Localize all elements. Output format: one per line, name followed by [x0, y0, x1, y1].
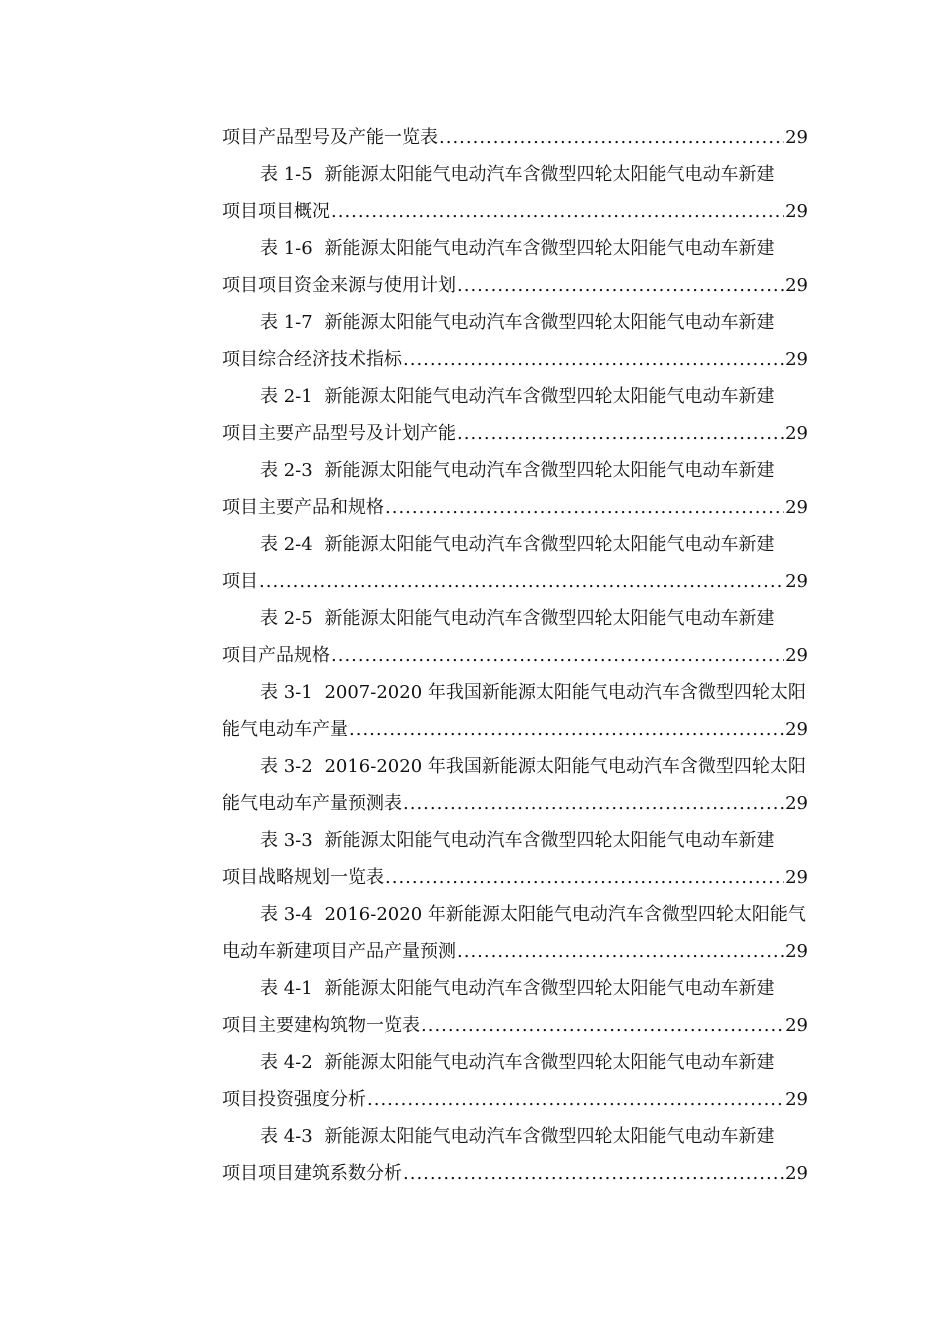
toc-entry-3-2[interactable]	[222, 748, 808, 785]
toc-entry-text: 项目产品规格	[222, 645, 330, 666]
toc-entry-text: 项目主要产品型号及计划产能	[222, 423, 456, 444]
toc-entry-4-1[interactable]	[222, 970, 808, 1007]
dot-leader	[421, 1007, 784, 1044]
toc-entry-text: 电动车新建项目产品产量预测	[222, 941, 456, 962]
toc-entry-text: 新能源太阳能气电动汽车含微型四轮太阳能气电动车新建	[324, 386, 775, 407]
toc-entry-1-5-cont[interactable]	[222, 193, 808, 230]
dot-leader	[403, 1155, 784, 1192]
toc-entry-2-3-cont[interactable]	[222, 489, 808, 526]
toc-page-number: 29	[785, 571, 808, 592]
toc-table-label: 表 3-4	[260, 904, 313, 925]
toc-entry-text: 新能源太阳能气电动汽车含微型四轮太阳能气电动车新建	[324, 460, 775, 481]
toc-page-number: 29	[785, 423, 808, 444]
toc-entry-3-1[interactable]	[222, 674, 808, 711]
toc-entry-1-7-cont[interactable]	[222, 341, 808, 378]
dot-leader	[367, 1081, 784, 1118]
toc-page-number: 29	[785, 719, 808, 740]
table-of-contents	[222, 119, 808, 1192]
toc-table-label: 表 2-3	[260, 460, 313, 481]
dot-leader	[331, 193, 784, 230]
toc-entry-text: 新能源太阳能气电动汽车含微型四轮太阳能气电动车新建	[324, 238, 775, 259]
toc-entry-2-5-cont[interactable]	[222, 637, 808, 674]
dot-leader	[457, 267, 784, 304]
toc-table-label: 表 1-6	[260, 238, 313, 259]
toc-entry-2-5[interactable]	[222, 600, 808, 637]
toc-entry-text: 项目主要建构筑物一览表	[222, 1015, 420, 1036]
toc-page-number: 29	[785, 349, 808, 370]
toc-entry-3-1-cont[interactable]	[222, 711, 808, 748]
toc-entry-text: 新能源太阳能气电动汽车含微型四轮太阳能气电动车新建	[324, 534, 775, 555]
toc-entry-3-3[interactable]	[222, 822, 808, 859]
toc-table-label: 表 4-2	[260, 1052, 313, 1073]
toc-entry-text: 新能源太阳能气电动汽车含微型四轮太阳能气电动车新建	[324, 1052, 775, 1073]
toc-entry-text: 项目项目建筑系数分析	[222, 1163, 402, 1184]
toc-entry-text: 2016-2020 年我国新能源太阳能气电动汽车含微型四轮太阳	[324, 756, 806, 777]
toc-page-number: 29	[785, 127, 808, 148]
toc-entry-text: 项目产品型号及产能一览表	[222, 127, 438, 148]
toc-table-label: 表 3-1	[260, 682, 313, 703]
toc-entry-4-2[interactable]	[222, 1044, 808, 1081]
toc-table-label: 表 2-5	[260, 608, 313, 629]
toc-entry-text: 项目主要产品和规格	[222, 497, 384, 518]
toc-entry-text: 新能源太阳能气电动汽车含微型四轮太阳能气电动车新建	[324, 608, 775, 629]
dot-leader	[331, 637, 784, 674]
toc-entry-text: 新能源太阳能气电动汽车含微型四轮太阳能气电动车新建	[324, 312, 775, 333]
toc-entry-text: 项目综合经济技术指标	[222, 349, 402, 370]
toc-entry-text: 项目项目概况	[222, 201, 330, 222]
toc-entry-4-3-cont[interactable]	[222, 1155, 808, 1192]
dot-leader	[403, 341, 784, 378]
toc-page-number: 29	[785, 497, 808, 518]
toc-table-label: 表 1-7	[260, 312, 313, 333]
toc-entry-3-4-cont[interactable]	[222, 933, 808, 970]
toc-entry-1-6-cont[interactable]	[222, 267, 808, 304]
dot-leader	[439, 119, 784, 156]
dot-leader	[385, 859, 784, 896]
toc-page-number: 29	[785, 941, 808, 962]
toc-page-number: 29	[785, 1163, 808, 1184]
toc-entry-2-4-cont[interactable]	[222, 563, 808, 600]
toc-table-label: 表 2-1	[260, 386, 313, 407]
dot-leader	[385, 489, 784, 526]
toc-page-number: 29	[785, 867, 808, 888]
toc-page-number: 29	[785, 793, 808, 814]
toc-entry-2-1[interactable]	[222, 378, 808, 415]
toc-entry-4-3[interactable]	[222, 1118, 808, 1155]
toc-entry-text: 2016-2020 年新能源太阳能气电动汽车含微型四轮太阳能气	[324, 904, 806, 925]
toc-entry-text: 新能源太阳能气电动汽车含微型四轮太阳能气电动车新建	[324, 830, 775, 851]
toc-entry-1-7[interactable]	[222, 304, 808, 341]
toc-entry-3-2-cont[interactable]	[222, 785, 808, 822]
toc-entry-1-5[interactable]	[222, 156, 808, 193]
toc-entry-text: 新能源太阳能气电动汽车含微型四轮太阳能气电动车新建	[324, 164, 775, 185]
toc-entry-text: 项目战略规划一览表	[222, 867, 384, 888]
dot-leader	[457, 415, 784, 452]
toc-entry-4-1-cont[interactable]	[222, 1007, 808, 1044]
toc-entry-text: 能气电动车产量	[222, 719, 348, 740]
toc-entry-4-2-cont[interactable]	[222, 1081, 808, 1118]
toc-entry-text: 2007-2020 年我国新能源太阳能气电动汽车含微型四轮太阳	[324, 682, 806, 703]
dot-leader	[349, 711, 784, 748]
toc-entry-text: 项目项目资金来源与使用计划	[222, 275, 456, 296]
dot-leader	[403, 785, 784, 822]
dot-leader	[457, 933, 784, 970]
toc-page-number: 29	[785, 275, 808, 296]
toc-entry-3-3-cont[interactable]	[222, 859, 808, 896]
toc-entry-2-1-cont[interactable]	[222, 415, 808, 452]
toc-table-label: 表 4-3	[260, 1126, 313, 1147]
toc-entry-text: 项目投资强度分析	[222, 1089, 366, 1110]
toc-page-number: 29	[785, 1089, 808, 1110]
toc-entry-text: 新能源太阳能气电动汽车含微型四轮太阳能气电动车新建	[324, 1126, 775, 1147]
toc-page-number: 29	[785, 201, 808, 222]
toc-page-number: 29	[785, 1015, 808, 1036]
toc-entry-continued[interactable]	[222, 119, 808, 156]
toc-table-label: 表 3-3	[260, 830, 313, 851]
toc-table-label: 表 1-5	[260, 164, 313, 185]
toc-table-label: 表 4-1	[260, 978, 313, 999]
toc-entry-text: 能气电动车产量预测表	[222, 793, 402, 814]
toc-table-label: 表 3-2	[260, 756, 313, 777]
toc-entry-3-4[interactable]	[222, 896, 808, 933]
dot-leader	[259, 563, 784, 600]
toc-entry-2-3[interactable]	[222, 452, 808, 489]
toc-entry-2-4[interactable]	[222, 526, 808, 563]
toc-page-number: 29	[785, 645, 808, 666]
toc-table-label: 表 2-4	[260, 534, 313, 555]
toc-entry-1-6[interactable]	[222, 230, 808, 267]
toc-entry-text: 项目	[222, 571, 258, 592]
toc-entry-text: 新能源太阳能气电动汽车含微型四轮太阳能气电动车新建	[324, 978, 775, 999]
